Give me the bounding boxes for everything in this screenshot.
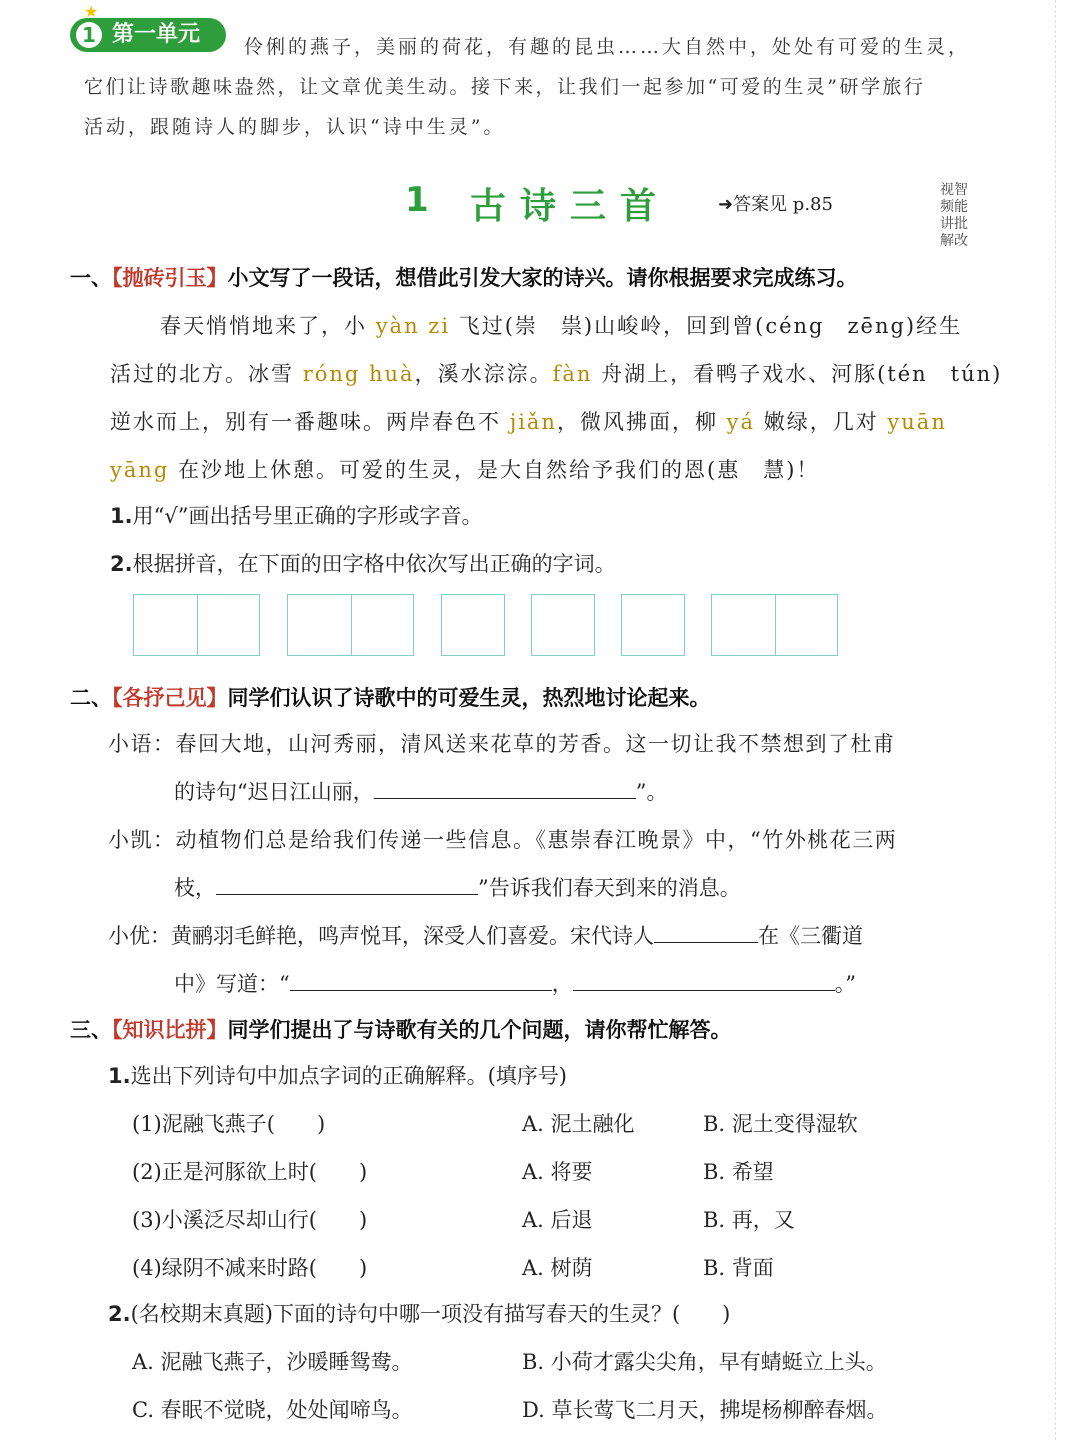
s2-line-2: [174, 776, 668, 806]
star-icon: ★: [84, 2, 99, 21]
s3-item-option-a: A. 后退: [522, 1208, 593, 1232]
question-number: 1.: [108, 1064, 131, 1088]
page-edge-line: [1055, 0, 1056, 1440]
passage-text: ，溪水淙淙。: [414, 362, 553, 386]
lesson-title: 古诗三首: [470, 186, 671, 227]
s2-line-4: [174, 872, 741, 902]
s3-option-c: C. 春眠不觉晓，处处闻啼鸟。: [132, 1398, 413, 1422]
passage-text: 舟湖上，看鸭子戏水、河豚(tén tún): [592, 362, 1003, 386]
passage-text: 逆水而上，别有一番趣味。两岸春色不: [110, 410, 510, 434]
question-text: 用“√”画出括号里正确的字形或字音。: [132, 504, 483, 528]
s3-item-q: (4)绿阴不减来时路( ): [132, 1256, 368, 1280]
unit-intro-line-1: 伶俐的燕子，美丽的荷花，有趣的昆虫……大自然中，处处有可爱的生灵，: [244, 36, 971, 58]
passage-text: 嫩绿，几对: [755, 410, 888, 434]
s3-item-option-b: B. 再，又: [703, 1208, 795, 1232]
line-text: 枝，: [174, 876, 216, 900]
s3-item-option-a: A. 泥土融化: [522, 1112, 635, 1136]
s3-question-2: [108, 1298, 730, 1328]
line-text: 在《三衢道: [758, 924, 863, 948]
section-3-heading: [70, 1014, 732, 1044]
tianzi-grid-5[interactable]: [621, 594, 685, 656]
section-2-text: 同学们认识了诗歌中的可爱生灵，热烈地讨论起来。: [227, 686, 711, 710]
pinyin: yāng: [110, 458, 170, 482]
passage-line-2: [110, 358, 1002, 388]
unit-number-icon: 1: [76, 22, 102, 48]
answer-blank[interactable]: [654, 922, 758, 943]
passage-line-3: [110, 406, 947, 436]
passage-line-1: [160, 310, 962, 340]
passage-text: 在沙地上休憩。可爱的生灵，是大自然给予我们的恩(惠 慧)！: [169, 458, 820, 482]
tianzi-grid-4[interactable]: [531, 594, 595, 656]
line-text: 小优：黄鹂羽毛鲜艳，鸣声悦耳，深受人们喜爱。宋代诗人: [108, 924, 654, 948]
passage-text: ，微风拂面，柳: [556, 410, 727, 434]
s2-line-5: [108, 920, 863, 950]
section-2-prefix: 二、: [70, 686, 112, 710]
answer-blank[interactable]: [573, 970, 835, 991]
tianzi-grid-6[interactable]: [711, 594, 838, 656]
answer-blank[interactable]: [374, 778, 636, 799]
section-3-prefix: 三、: [70, 1018, 112, 1042]
s3-item-option-a: A. 将要: [522, 1160, 593, 1184]
tianzi-grid-1[interactable]: [133, 594, 260, 656]
section-1-tag: 【抛砖引玉】: [112, 266, 228, 290]
line-text: 的诗句“迟日江山丽，: [174, 780, 374, 804]
passage-text: 活过的北方。冰雪: [110, 362, 303, 386]
passage-line-4: [110, 454, 819, 484]
question-text: 根据拼音，在下面的田字格中依次写出正确的字词。: [132, 552, 616, 576]
s1-question-1: [110, 500, 482, 530]
line-text: ”告诉我们春天到来的消息。: [478, 876, 741, 900]
answer-blank[interactable]: [290, 970, 552, 991]
pinyin: yá: [726, 410, 756, 434]
question-text: (名校期末真题)下面的诗句中哪一项没有描写春天的生灵？( ): [130, 1302, 731, 1326]
question-number: 1.: [110, 504, 133, 528]
passage-text: 飞过(崇 祟)山峻岭，回到曾(céng zēng)经生: [450, 314, 963, 338]
s3-item-option-b: B. 背面: [703, 1256, 774, 1280]
section-1-heading: [70, 262, 858, 292]
line-text: 。”: [834, 972, 856, 996]
s3-item-option-b: B. 希望: [703, 1160, 774, 1184]
unit-label: 第一单元: [112, 22, 201, 47]
pinyin: fàn: [552, 362, 593, 386]
s3-item-option-a: A. 树荫: [522, 1256, 593, 1280]
pinyin: jiǎn: [509, 410, 557, 434]
s2-line-1: 小语：春回大地，山河秀丽，清风送来花草的芳香。这一切让我不禁想到了杜甫: [108, 732, 896, 756]
s2-line-3: 小凯：动植物们总是给我们传递一些信息。《惠崇春江晚景》中，“竹外桃花三两: [108, 828, 898, 852]
section-2-tag: 【各抒己见】: [112, 686, 228, 710]
pinyin: yàn zi: [375, 314, 451, 338]
s3-question-1: [108, 1060, 567, 1090]
s3-item-q: (2)正是河豚欲上时( ): [132, 1160, 368, 1184]
line-text: ”。: [635, 780, 668, 804]
section-3-text: 同学们提出了与诗歌有关的几个问题，请你帮忙解答。: [227, 1018, 732, 1042]
lesson-number: 1: [405, 180, 429, 220]
s3-option-d: D. 草长莺飞二月天，拂堤杨柳醉春烟。: [522, 1398, 888, 1422]
question-number: 2.: [108, 1302, 131, 1326]
unit-intro-line-3: 活动，跟随诗人的脚步，认识“诗中生灵”。: [84, 116, 506, 138]
pinyin: róng huà: [302, 362, 415, 386]
tianzi-grid-2[interactable]: [287, 594, 414, 656]
s1-question-2: [110, 548, 616, 578]
s3-option-b: B. 小荷才露尖尖角，早有蜻蜓立上头。: [522, 1350, 887, 1374]
unit-intro-line-2: 它们让诗歌趣味盎然，让文章优美生动。接下来，让我们一起参加“可爱的生灵”研学旅行: [84, 76, 926, 98]
section-1-prefix: 一、: [70, 266, 112, 290]
answer-blank[interactable]: [216, 874, 478, 895]
answer-reference: ➜答案见 p.85: [718, 194, 833, 215]
line-text: ，: [551, 972, 573, 996]
s3-option-a: A. 泥融飞燕子，沙暖睡鸳鸯。: [132, 1350, 413, 1374]
s3-item-q: (1)泥融飞燕子( ): [132, 1112, 326, 1136]
section-3-tag: 【知识比拼】: [112, 1018, 228, 1042]
passage-text: 春天悄悄地来了，小: [160, 314, 376, 338]
question-number: 2.: [110, 552, 133, 576]
section-2-heading: [70, 682, 711, 712]
s2-line-6: [174, 968, 856, 998]
section-1-text: 小文写了一段话，想借此引发大家的诗兴。请你根据要求完成练习。: [227, 266, 858, 290]
unit-badge: [70, 18, 226, 52]
question-text: 选出下列诗句中加点字词的正确解释。(填序号): [130, 1064, 567, 1088]
s3-item-q: (3)小溪泛尽却山行( ): [132, 1208, 368, 1232]
line-text: 中》写道：“: [174, 972, 290, 996]
pinyin: yuān: [887, 410, 947, 434]
tianzi-grid-3[interactable]: [441, 594, 505, 656]
s3-item-option-b: B. 泥土变得湿软: [703, 1112, 858, 1136]
video-tag: 视智频能讲批解改: [940, 182, 968, 249]
